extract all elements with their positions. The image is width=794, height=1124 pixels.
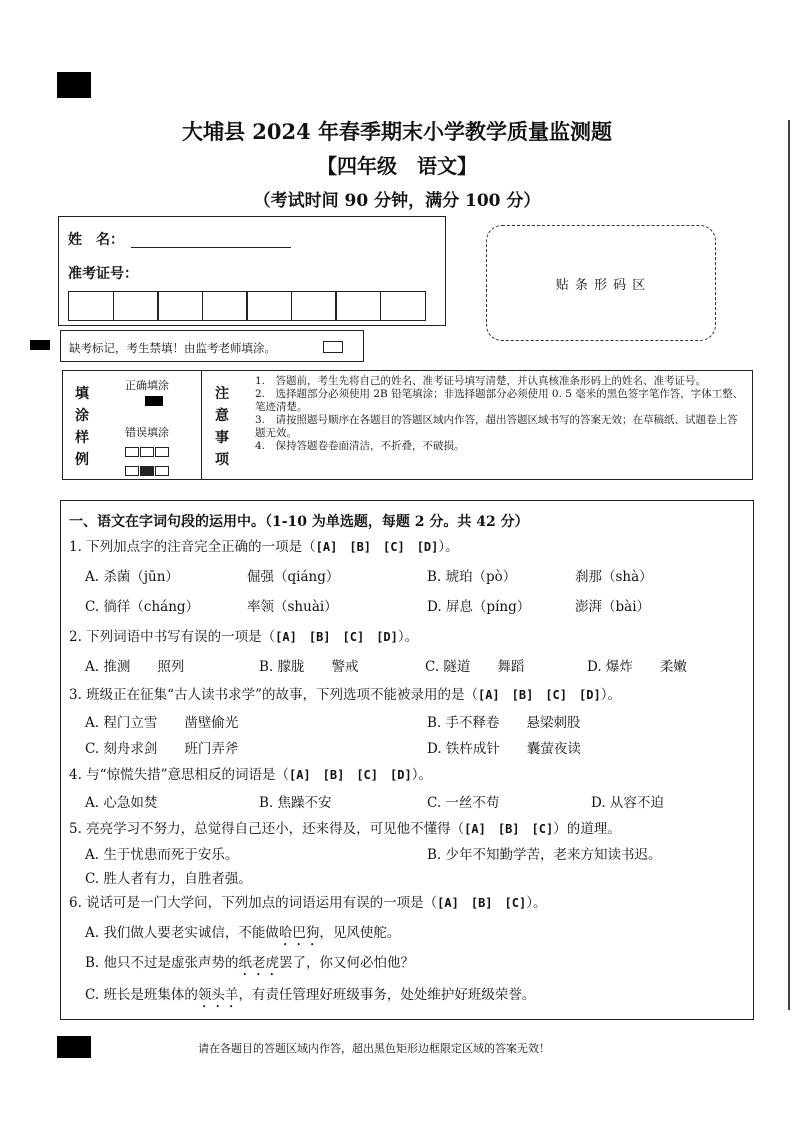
wrong-sample-box bbox=[125, 447, 139, 457]
instructions-panel bbox=[62, 370, 753, 480]
exam-id-label: 准考证号： bbox=[68, 266, 138, 282]
q1-option-c2: 率领（shuài） bbox=[247, 599, 338, 615]
barcode-area bbox=[486, 225, 716, 341]
q6-option-c-pre: C. 班长是班集体的 bbox=[85, 987, 198, 1003]
wrong-sample-box bbox=[125, 466, 139, 476]
notice-label: 注意事项 bbox=[215, 386, 229, 468]
q1-option-b1: B. 琥珀（pò） bbox=[427, 569, 517, 585]
q6-option-a-dotted: 哈巴狗 bbox=[278, 925, 320, 941]
question-2-stem: 2. 下列词语中书写有误的一项是（ bbox=[69, 629, 276, 645]
absent-mark-text: 缺考标记，考生禁填！由监考老师填涂。 bbox=[69, 341, 276, 355]
exam-subtitle: 【四年级 语文】 bbox=[317, 154, 477, 178]
footer-warning: 请在各题目的答题区域内作答，超出黑色矩形边框限定区域的答案无效！ bbox=[198, 1042, 550, 1055]
exam-id-cell[interactable] bbox=[68, 291, 114, 321]
q6-option-b-dotted: 纸老虎 bbox=[238, 955, 280, 971]
question-1-stem: 1. 下列加点字的注音完全正确的一项是（ bbox=[69, 539, 316, 555]
question-4 bbox=[69, 763, 432, 783]
q3-option-d: D. 铁杵成针 囊萤夜读 bbox=[427, 741, 581, 757]
section-heading: 一、语文在字词句段的运用中。（1-10 为单选题，每题 2 分。共 42 分） bbox=[69, 514, 529, 530]
question-3-stem-end: ）。 bbox=[600, 687, 621, 703]
q3-option-b: B. 手不释卷 悬梁刺股 bbox=[427, 715, 581, 731]
q6-option-b bbox=[85, 951, 414, 979]
q2-option-d: D. 爆炸 柔嫩 bbox=[587, 659, 687, 675]
q6-option-a-post: ，见风使舵。 bbox=[319, 925, 401, 941]
question-6-stem-end: ）。 bbox=[526, 895, 547, 911]
exam-id-cell[interactable] bbox=[113, 291, 159, 321]
question-1 bbox=[69, 535, 459, 555]
question-3-stem: 3. 班级正在征集“古人读书求学”的故事，下列选项不能被录用的是（ bbox=[69, 687, 478, 703]
question-6-stem: 6. 说话可是一门大学问，下列加点的词语运用有误的一项是（ bbox=[69, 895, 438, 911]
exam-id-cell[interactable] bbox=[335, 291, 381, 321]
q6-option-c-dotted: 领头羊 bbox=[197, 987, 239, 1003]
exam-id-cell[interactable] bbox=[157, 291, 203, 321]
question-3-bubbles[interactable]: [A] [B] [C] [D] bbox=[477, 688, 601, 702]
q4-option-a: A. 心急如焚 bbox=[85, 795, 158, 811]
notice-item: 4. 保持答题卷卷面清洁，不折叠，不破损。 bbox=[255, 440, 465, 452]
exam-id-cell[interactable] bbox=[291, 291, 337, 321]
notice-item: 1. 答题前，考生先将自己的姓名、准考证号填写清楚，并认真核准条形码上的姓名、准考证号。 bbox=[255, 375, 707, 387]
question-6-bubbles[interactable]: [A] [B] [C] bbox=[437, 896, 527, 910]
q1-option-b2: 刹那（shà） bbox=[575, 569, 653, 585]
wrong-sample-box bbox=[155, 447, 169, 457]
wrong-sample-box bbox=[155, 466, 169, 476]
barcode-area-label: 贴 条 形 码 区 bbox=[555, 278, 647, 293]
fill-sample-label: 填涂样例 bbox=[75, 386, 89, 468]
notice-item: 2. 选择题部分必须使用 2B 铅笔填涂；非选择题部分必须使用 0. 5 毫米的黑色签字笔作答，字体工整、笔迹清楚。 bbox=[255, 388, 744, 413]
q6-option-b-pre: B. 他只不过是虚张声势的 bbox=[85, 955, 239, 971]
wrong-sample-box bbox=[140, 447, 154, 457]
panel-divider bbox=[201, 371, 202, 479]
q1-option-a2: 倔强（qiáng） bbox=[247, 569, 340, 585]
question-2 bbox=[69, 625, 418, 645]
q2-option-b: B. 朦胧 警戒 bbox=[259, 659, 359, 675]
answer-region-section-1 bbox=[60, 500, 754, 1020]
fill-wrong-label: 错误填涂 bbox=[125, 426, 169, 439]
fill-wrong-samples bbox=[125, 441, 185, 479]
question-5 bbox=[69, 817, 621, 837]
question-2-bubbles[interactable]: [A] [B] [C] [D] bbox=[275, 630, 398, 644]
q1-option-a1: A. 杀菌（jūn） bbox=[85, 569, 179, 585]
q1-option-c1: C. 徜徉（cháng） bbox=[85, 599, 200, 615]
q3-option-a: A. 程门立雪 凿壁偷光 bbox=[85, 715, 239, 731]
question-1-bubbles[interactable]: [A] [B] [C] [D] bbox=[315, 540, 439, 554]
q5-option-c: C. 胜人者有力，自胜者强。 bbox=[85, 871, 252, 887]
q1-option-d2: 澎湃（bài） bbox=[575, 599, 651, 615]
q6-option-c bbox=[85, 983, 535, 1011]
question-6 bbox=[69, 891, 546, 911]
fill-correct-sample bbox=[145, 396, 163, 406]
q5-option-b: B. 少年不知勤学苦，老来方知读书迟。 bbox=[427, 847, 662, 863]
fill-correct-label: 正确填涂 bbox=[125, 379, 169, 392]
q4-option-b: B. 焦躁不安 bbox=[259, 795, 332, 811]
corner-mark-top-left bbox=[57, 72, 91, 98]
notice-item: 3. 请按照题号顺序在各题目的答题区域内作答，超出答题区域书写的答案无效；在草稿纸、试题卷上答题无效。 bbox=[255, 414, 738, 439]
q1-option-d1: D. 屏息（píng） bbox=[427, 599, 531, 615]
name-input-line[interactable] bbox=[131, 247, 291, 248]
corner-mark-bottom-left bbox=[57, 1036, 91, 1058]
student-info-box bbox=[58, 216, 446, 326]
exam-id-cell[interactable] bbox=[246, 291, 292, 321]
exam-title: 大埔县 2024 年春季期末小学教学质量监测题 bbox=[181, 119, 613, 144]
question-4-stem: 4. 与“惊慌失措”意思相反的词语是（ bbox=[69, 767, 289, 783]
q6-option-a bbox=[85, 921, 400, 949]
q5-option-a: A. 生于忧患而死于安乐。 bbox=[85, 847, 239, 863]
q3-option-c: C. 刻舟求剑 班门弄斧 bbox=[85, 741, 239, 757]
alignment-mark-left bbox=[30, 340, 50, 350]
exam-id-cell[interactable] bbox=[380, 291, 426, 321]
q4-option-d: D. 从容不迫 bbox=[591, 795, 664, 811]
q6-option-c-post: ，有责任管理好班级事务，处处维护好班级荣誉。 bbox=[238, 987, 536, 1003]
absent-mark-checkbox[interactable] bbox=[323, 341, 343, 353]
exam-id-cell[interactable] bbox=[202, 291, 248, 321]
question-5-stem: 5. 亮亮学习不努力，总觉得自己还小，还来得及，可见他不懂得（ bbox=[69, 821, 465, 837]
q4-option-c: C. 一丝不苟 bbox=[427, 795, 500, 811]
exam-id-cells[interactable] bbox=[68, 291, 424, 321]
question-5-bubbles[interactable]: [A] [B] [C] bbox=[464, 822, 554, 836]
notice-list bbox=[255, 375, 745, 453]
absent-mark-box bbox=[60, 330, 364, 362]
exam-time-note: （考试时间 90 分钟，满分 100 分） bbox=[253, 191, 541, 211]
question-1-stem-end: ）。 bbox=[438, 539, 459, 555]
question-3 bbox=[69, 683, 621, 703]
wrong-sample-box bbox=[140, 466, 154, 476]
q6-option-a-pre: A. 我们做人要老实诚信，不能做 bbox=[85, 925, 279, 941]
question-2-stem-end: ）。 bbox=[397, 629, 419, 645]
q6-option-b-post: 罢了，你又何必怕他？ bbox=[279, 955, 415, 971]
q2-option-c: C. 隧道 舞蹈 bbox=[425, 659, 525, 675]
right-edge-border bbox=[788, 120, 790, 1010]
question-5-stem-end: ）的道理。 bbox=[553, 821, 621, 837]
question-4-bubbles[interactable]: [A] [B] [C] [D] bbox=[288, 768, 412, 782]
question-4-stem-end: ）。 bbox=[411, 767, 432, 783]
q2-option-a: A. 推测 照列 bbox=[85, 659, 185, 675]
name-label: 姓 名： bbox=[68, 232, 124, 248]
